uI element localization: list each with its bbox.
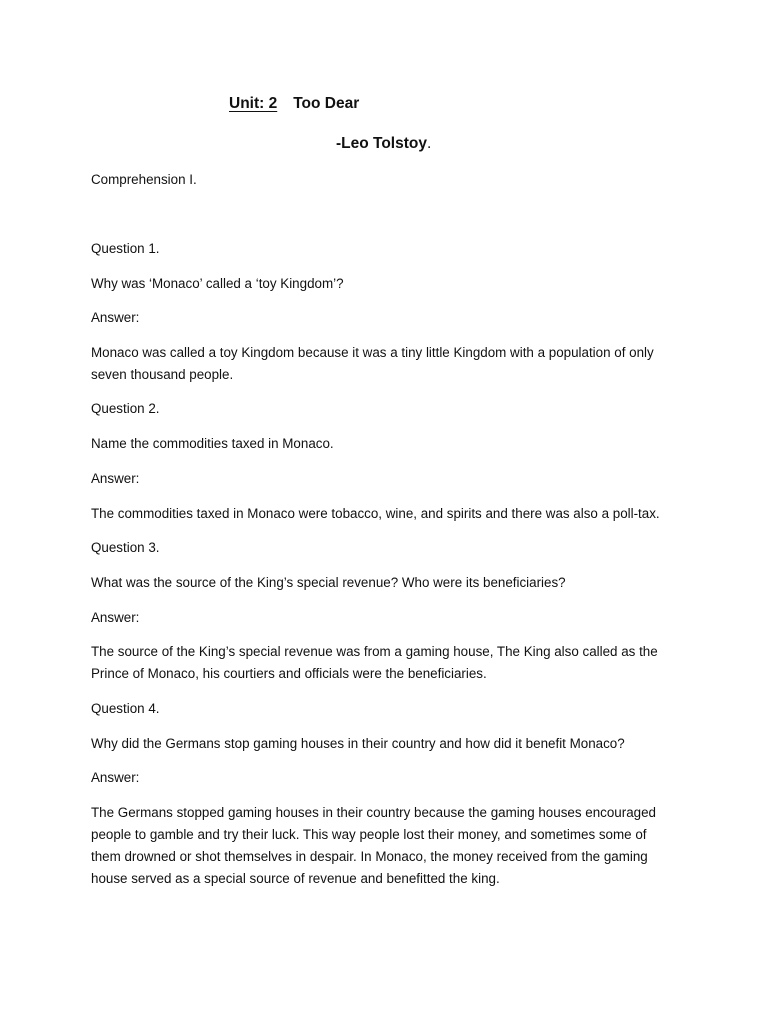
answer-label: Answer: xyxy=(91,770,140,785)
question-text: What was the source of the King’s special revenue? Who were its beneficiaries? xyxy=(91,575,566,590)
answer-line: them drowned or shot themselves in despair. In Monaco, the money received from the gaming xyxy=(91,849,648,864)
answer-line: house served as a special source of revenue and benefitted the king. xyxy=(91,871,500,886)
question-text: Why did the Germans stop gaming houses in their country and how did it benefit Monaco? xyxy=(91,736,625,751)
answer-label: Answer: xyxy=(91,471,140,486)
question-label: Question 1. xyxy=(91,241,160,256)
author-period: . xyxy=(427,135,432,152)
story-title: Too Dear xyxy=(293,95,360,112)
question-label: Question 3. xyxy=(91,540,160,555)
document-title xyxy=(229,93,359,115)
answer-line: Prince of Monaco, his courtiers and officials were the beneficiaries. xyxy=(91,666,487,681)
question-text: Name the commodities taxed in Monaco. xyxy=(91,436,334,451)
answer-line: The commodities taxed in Monaco were tobacco, wine, and spirits and there was also a poll-tax. xyxy=(91,506,660,521)
answer-line: The source of the King’s special revenue was from a gaming house, The King also called as the xyxy=(91,644,658,659)
author-name: -Leo Tolstoy xyxy=(336,135,427,152)
author-line xyxy=(336,133,431,155)
question-text: Why was ‘Monaco’ called a ‘toy Kingdom’? xyxy=(91,276,344,291)
question-label: Question 2. xyxy=(91,401,160,416)
answer-line: seven thousand people. xyxy=(91,367,234,382)
answer-label: Answer: xyxy=(91,310,140,325)
section-heading: Comprehension I. xyxy=(91,172,197,187)
unit-label: Unit: 2 xyxy=(229,95,278,112)
answer-line: Monaco was called a toy Kingdom because it was a tiny little Kingdom with a population of only xyxy=(91,345,654,360)
question-label: Question 4. xyxy=(91,701,160,716)
answer-line: people to gamble and try their luck. This way people lost their money, and sometimes some of xyxy=(91,827,647,842)
answer-line: The Germans stopped gaming houses in their country because the gaming houses encouraged xyxy=(91,805,656,820)
answer-label: Answer: xyxy=(91,610,140,625)
